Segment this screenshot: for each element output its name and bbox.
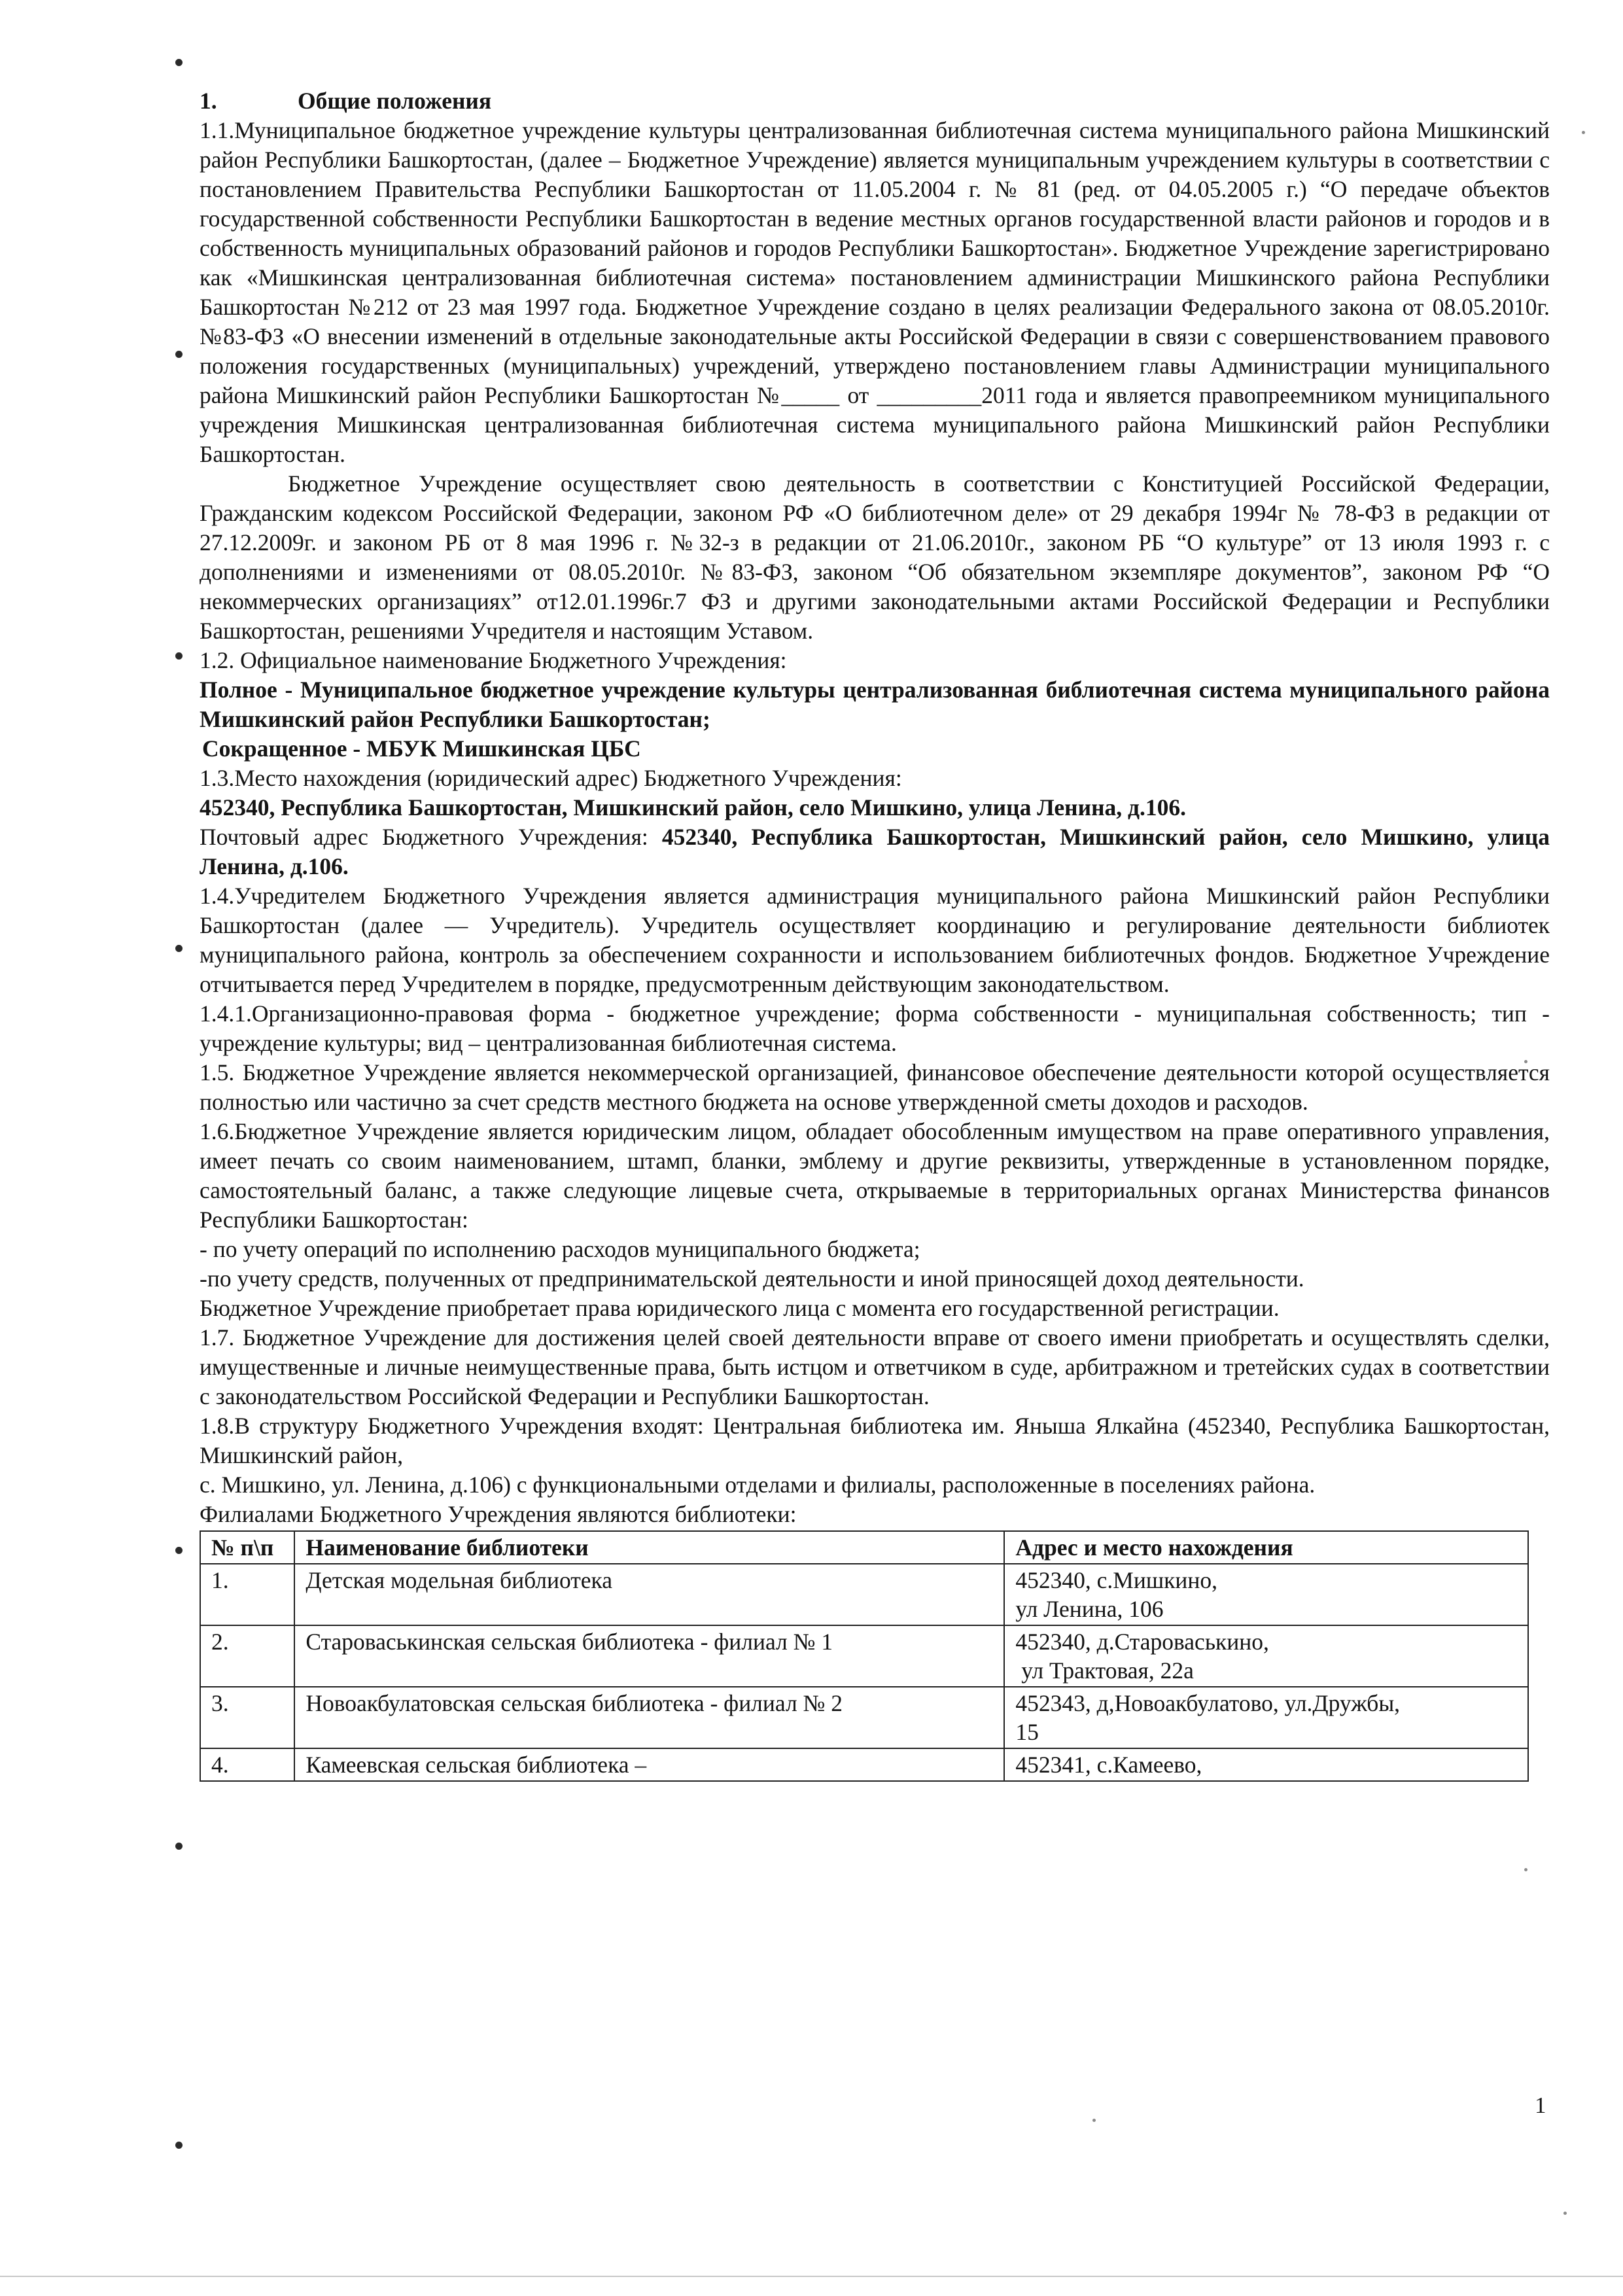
binder-hole-mark	[175, 351, 183, 358]
paragraph-1-8: 1.8.В структуру Бюджетного Учреждения входят: Центральная библиотека им. Яныша Ялкайна (452340, Республика Башкортостан, Мишкинский район,	[200, 1413, 1550, 1468]
table-row	[200, 1564, 1528, 1625]
scan-edge-line	[0, 2276, 1623, 2277]
library-name: Детская модельная библиотека	[294, 1564, 1004, 1625]
library-address	[1004, 1625, 1528, 1687]
address-line: ул Ленина, 106	[1015, 1596, 1164, 1622]
row-number: 4.	[200, 1748, 294, 1781]
paragraph-1-6: 1.6.Бюджетное Учреждение является юридическим лицом, обладает обособленным имуществом на праве оперативного управления, имеет печать со своим наименованием, штамп, бланки, эмблему и другие реквизиты, утвержденные в установленном порядке, самостоятельный баланс, а также следующие лицевые счета, открываемые в территориальных органах Министерства финансов Республики Башкортостан:	[200, 1118, 1550, 1233]
legal-address: 452340, Республика Башкортостан, Мишкинский район, село Мишкино, улица Ленина, д.106.	[200, 794, 1187, 821]
account-item: - по учету операций по исполнению расходов муниципального бюджета;	[200, 1236, 920, 1262]
library-address	[1004, 1564, 1528, 1625]
document-body	[200, 86, 1550, 1782]
row-number: 2.	[200, 1625, 294, 1687]
binder-hole-mark	[175, 945, 183, 952]
branch-libraries-table	[200, 1530, 1529, 1782]
address-line: ул Трактовая, 22а	[1015, 1657, 1194, 1684]
binder-hole-mark	[175, 59, 183, 66]
section-heading	[200, 86, 1550, 116]
paragraph-legal-basis: Бюджетное Учреждение осуществляет свою деятельность в соответствии с Конституцией Российской Федерации, Гражданским кодексом Российской Федерации, законом РФ «О библиотечном деле» от 29 декабря 1994г № 78-ФЗ в редакции от 27.12.2009г. и законом РБ от 8 мая 1996 г. №32-з в редакции от 21.06.2010г., законом РБ “О культуре” от 13 июля 1993 г. с дополнениями и изменениями от 08.05.2010г. №83-ФЗ, законом “Об обязательном экземпляре документов”, законом РФ “О некоммерческих организациях” от12.01.1996г.7 ФЗ и другими законодательными актами Российской Федерации и Республики Башкортостан, решениями Учредителя и настоящим Уставом.	[200, 470, 1550, 644]
address-line: 452343, д,Новоакбулатово, ул.Дружбы,	[1015, 1690, 1401, 1716]
row-number: 3.	[200, 1687, 294, 1748]
paragraph-1-2-intro: 1.2. Официальное наименование Бюджетного Учреждения:	[200, 647, 787, 673]
binder-hole-mark	[175, 2142, 183, 2149]
paragraph-1-1: 1.1.Муниципальное бюджетное учреждение культуры централизованная библиотечная система муниципального района Мишкинский район Республики Башкортостан, (далее – Бюджетное Учреждение) является муниципальным учреждением культуры в соответствии с постановлением Правительства Республики Башкортостан от 11.05.2004 г. № 81 (ред. от 04.05.2005 г.) “О передаче объектов государственной собственности Республики Башкортостан в ведение местных органов государственной власти районов и городов и в собственность муниципальных образований районов и городов Республики Башкортостан». Бюджетное Учреждение зарегистрировано как «Мишкинская централизованная библиотечная система» постановлением администрации Мишкинского района Республики Башкортостан №212 от 23 мая 1997 года. Бюджетное Учреждение создано в целях реализации Федерального закона от 08.05.2010г. №83-ФЗ «О внесении изменений в отдельные законодательные акты Российской Федерации в связи с совершенствованием правового положения государственных (муниципальных) учреждений, утверждено постановлением главы Администрации муниципального района Мишкинский район Республики Башкортостан №_____ от _________2011 года и является правопреемником муниципального учреждения Мишкинская централизованная библиотечная система муниципального района Мишкинский район Республики Башкортостан.	[200, 117, 1550, 467]
paragraph-branches-intro: Филиалами Бюджетного Учреждения являются библиотеки:	[200, 1501, 797, 1527]
paragraph-1-8-continued: с. Мишкино, ул. Ленина, д.106) с функциональными отделами и филиалы, расположенные в поселениях района.	[200, 1472, 1316, 1498]
scan-speck	[1524, 1868, 1527, 1871]
paragraph-1-7: 1.7. Бюджетное Учреждение для достижения целей своей деятельности вправе от своего имени приобретать и осуществлять сделки, имущественные и личные неимущественные права, быть истцом и ответчиком в суде, арбитражном и третейских судах в соответствии с законодательством Российской Федерации и Республики Башкортостан.	[200, 1324, 1550, 1409]
library-address	[1004, 1687, 1528, 1748]
short-name: Сокращенное - МБУК Мишкинская ЦБС	[202, 735, 641, 762]
section-title: Общие положения	[298, 88, 492, 114]
address-line: 15	[1015, 1719, 1039, 1745]
table-row	[200, 1625, 1528, 1687]
table-header-row	[200, 1531, 1528, 1564]
header-library-name: Наименование библиотеки	[294, 1531, 1004, 1564]
header-number: № п\п	[200, 1531, 294, 1564]
scan-speck	[1563, 2212, 1567, 2215]
scan-speck	[1092, 2119, 1096, 2122]
full-name: Полное - Муниципальное бюджетное учреждение культуры централизованная библиотечная система муниципального района Мишкинский район Республики Башкортостан;	[200, 677, 1550, 732]
library-name: Староваськинская сельская библиотека - филиал № 1	[294, 1625, 1004, 1687]
paragraph-1-5: 1.5. Бюджетное Учреждение является некоммерческой организацией, финансовое обеспечение деятельности которой осуществляется полностью или частично за счет средств местного бюджета на основе утвержденной сметы доходов и расходов.	[200, 1059, 1550, 1115]
postal-address	[200, 822, 1550, 881]
binder-hole-mark	[175, 1843, 183, 1850]
account-item: -по учету средств, полученных от предпринимательской деятельности и иной приносящей доход деятельности.	[200, 1265, 1304, 1292]
address-line: 452341, с.Камеево,	[1015, 1752, 1202, 1778]
header-address: Адрес и место нахождения	[1004, 1531, 1528, 1564]
postal-address-label: Почтовый адрес Бюджетного Учреждения:	[200, 824, 662, 850]
library-name: Камеевская сельская библиотека –	[294, 1748, 1004, 1781]
postal-address-value: 452340, Республика Башкортостан, Мишкинский район, село Мишкино, улица Ленина, д.106.	[200, 824, 1550, 879]
scan-speck	[1582, 131, 1585, 134]
address-line: 452340, д.Староваськино,	[1015, 1629, 1269, 1655]
library-name: Новоакбулатовская сельская библиотека - филиал № 2	[294, 1687, 1004, 1748]
row-number: 1.	[200, 1564, 294, 1625]
section-number: 1.	[200, 88, 217, 114]
table-row	[200, 1687, 1528, 1748]
binder-hole-mark	[175, 1547, 183, 1554]
page-number: 1	[1535, 2093, 1546, 2118]
paragraph-legal-entity-rights: Бюджетное Учреждение приобретает права юридического лица с момента его государственной регистрации.	[200, 1295, 1280, 1321]
paragraph-1-4-1: 1.4.1.Организационно-правовая форма - бюджетное учреждение; форма собственности - муниципальная собственность; тип - учреждение культуры; вид – централизованная библиотечная система.	[200, 1000, 1550, 1056]
table-row	[200, 1748, 1528, 1781]
binder-hole-mark	[175, 652, 183, 660]
address-line: 452340, с.Мишкино,	[1015, 1567, 1218, 1593]
paragraph-1-4: 1.4.Учредителем Бюджетного Учреждения является администрация муниципального района Мишкинский район Республики Башкортостан (далее — Учредитель). Учредитель осуществляет координацию и регулирование деятельности библиотек муниципального района, контроль за обеспечением сохранности и использованием библиотечных фондов. Бюджетное Учреждение отчитывается перед Учредителем в порядке, предусмотренным действующим законодательством.	[200, 883, 1550, 997]
library-address	[1004, 1748, 1528, 1781]
paragraph-1-3-intro: 1.3.Место нахождения (юридический адрес) Бюджетного Учреждения:	[200, 765, 902, 791]
